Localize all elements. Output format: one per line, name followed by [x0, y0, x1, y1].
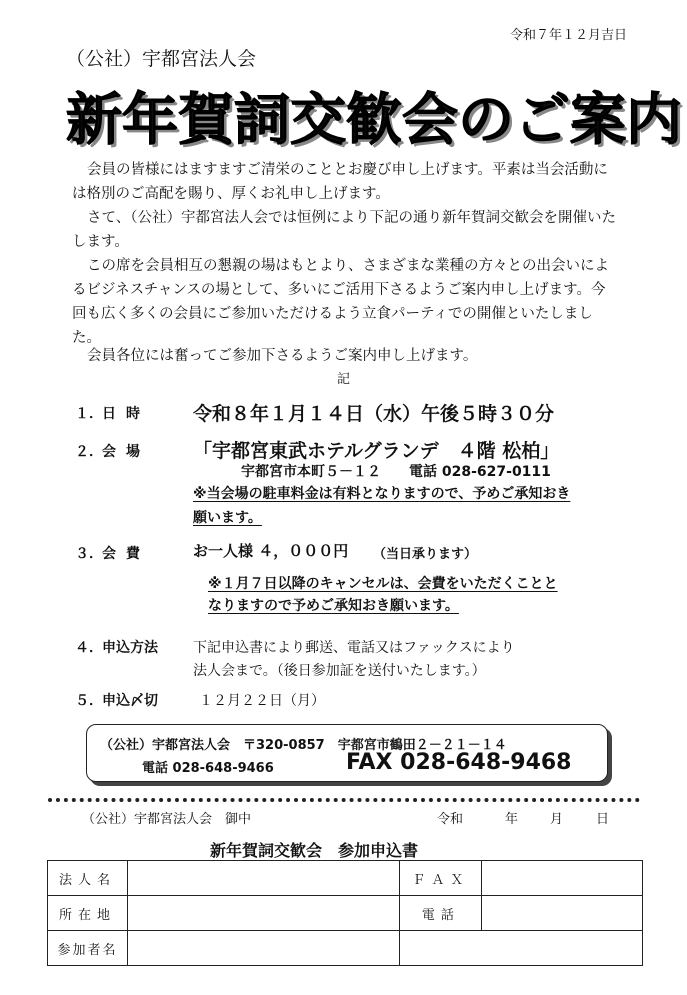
item-4-label: 申込方法	[102, 640, 158, 656]
item-4-number: ４．	[75, 640, 103, 656]
item-1-label: 日時	[102, 406, 150, 422]
venue-address: 宇都宮市本町５－１２ 電話 028-627-0111	[241, 464, 551, 480]
ki-heading: 記	[337, 372, 351, 387]
phone-field[interactable]	[482, 896, 643, 931]
parking-note-line-1: ※当会場の駐車料金は有料となりますので、予めご承知おき	[193, 486, 571, 502]
item-2-label: 会場	[102, 444, 150, 460]
form-date-era: 令和	[437, 812, 464, 827]
item-3-label: 会費	[102, 546, 150, 562]
item-5-label: 申込〆切	[102, 693, 158, 709]
intro-paragraph-3: この席を会員相互の懇親の場はもとより、さまざまな業種の方々との出会いによるビジネスチャンスの場として、多いにご活用下さるようご案内申し上げます。今回も広く多くの会員にご参加いただけるよう立食パーティでの開催といたしました。	[72, 258, 609, 346]
page-title: 新年賀詞交歓会のご案内	[66, 88, 682, 153]
application-form	[47, 860, 643, 966]
intro-paragraph-1: 会員の皆様にはますますご清栄のこととお慶び申し上げます。平素は当会活動には格別のご高配を賜り、厚くお礼申し上げます。	[72, 162, 608, 202]
company-name-field[interactable]	[127, 861, 400, 896]
contact-address: （公社）宇都宮法人会 〒320-0857 宇都宮市鶴田２－２１－１４	[100, 738, 507, 753]
form-addressee: （公社）宇都宮法人会 御中	[82, 812, 252, 827]
venue-name: 「宇都宮東武ホテルグランデ ４階 松柏」	[193, 440, 560, 462]
cancel-note-line-1: ※１月７日以降のキャンセルは、会費をいただくことと	[208, 576, 558, 592]
attendee-name-field-2[interactable]	[400, 931, 643, 966]
item-1-number: １．	[75, 406, 103, 422]
issue-date: 令和７年１２月吉日	[509, 28, 627, 43]
parking-note-line-2: 願います。	[193, 510, 262, 526]
item-3-number: ３．	[75, 546, 103, 562]
organization-name: （公社）宇都宮法人会	[66, 48, 257, 70]
cancel-note-line-2: なりますので予めご承知おき願います。	[208, 598, 459, 614]
form-date-year: 年	[505, 812, 519, 827]
fax-label: ＦＡＸ	[400, 861, 482, 896]
attendee-names-label: 参加者名	[48, 931, 128, 966]
fee-suffix: （当日承ります）	[373, 547, 478, 562]
phone-label: 電話	[400, 896, 482, 931]
fee-amount: お一人様 ４，０００円	[193, 542, 349, 560]
attendee-name-field-1[interactable]	[127, 931, 400, 966]
fax-field[interactable]	[482, 861, 643, 896]
application-method-line-2: 法人会まで。（後日参加証を送付いたします。）	[193, 663, 486, 679]
form-row-company	[48, 861, 643, 896]
address-label: 所在地	[48, 896, 128, 931]
intro-paragraph-2: さて、（公社）宇都宮法人会では恒例により下記の通り新年賀詞交歓会を開催いたします。	[72, 210, 616, 250]
item-5-number: ５．	[75, 693, 103, 709]
form-title: 新年賀詞交歓会 参加申込書	[210, 841, 419, 860]
application-deadline: １２月２２日（月）	[199, 693, 325, 709]
contact-tel: 電話 028-648-9466	[142, 761, 274, 776]
intro-paragraph-4: 会員各位には奮ってご参加下さるようご案内申し上げます。	[87, 348, 478, 364]
address-field[interactable]	[127, 896, 400, 931]
event-datetime: 令和８年１月１４日（水）午後５時３０分	[193, 403, 555, 425]
cut-line	[48, 798, 640, 802]
form-row-attendees	[48, 931, 643, 966]
item-2-number: ２．	[75, 444, 103, 460]
company-name-label: 法人名	[48, 861, 128, 896]
form-date-month: 月	[550, 812, 564, 827]
contact-fax: FAX 028-648-9468	[346, 750, 572, 775]
form-row-address	[48, 896, 643, 931]
form-date-day: 日	[596, 812, 610, 827]
application-method-line-1: 下記申込書により郵送、電話又はファックスにより	[193, 640, 515, 656]
